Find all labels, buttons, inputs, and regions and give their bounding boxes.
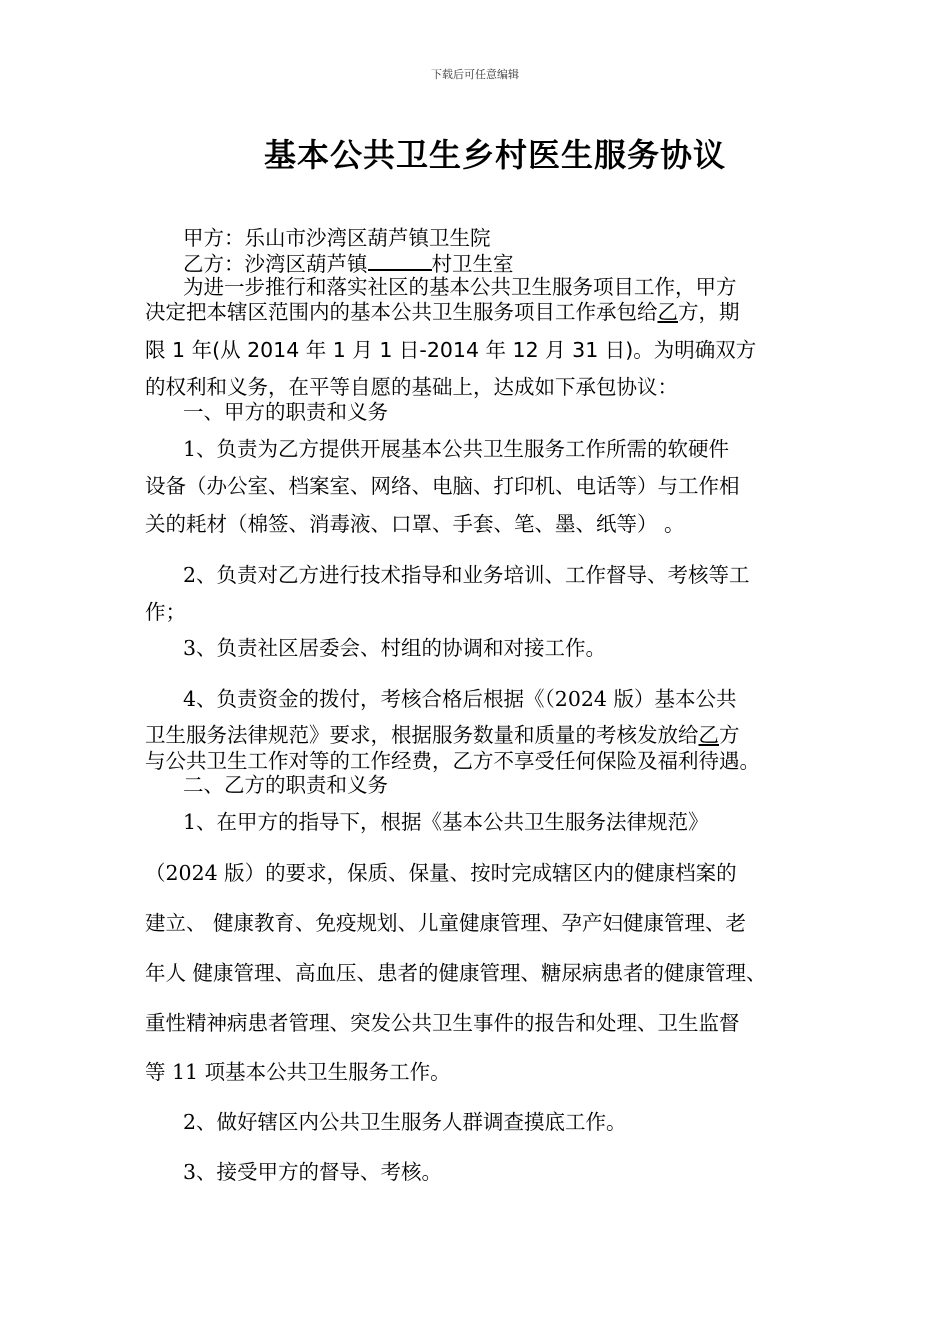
party-b-prefix: 沙湾区葫芦镇 — [244, 252, 368, 276]
section-1-item-2-line-2: 作； — [145, 600, 186, 624]
section-1-item-2-line-1: 2、负责对乙方进行技术指导和业务培训、工作督导、考核等工 — [183, 563, 750, 587]
section-2-item-2: 2、做好辖区内公共卫生服务人群调查摸底工作。 — [183, 1110, 627, 1134]
section-1-item-4-line-2-text: 卫生服务法律规范》要求，根据服务数量和质量的考核发放给 — [145, 723, 699, 747]
party-a-value: 乐山市沙湾区葫芦镇卫生院 — [244, 226, 491, 250]
section-2-item-1-line-2: （2024 版）的要求，保质、保量、按时完成辖区内的健康档案的 — [145, 861, 737, 885]
intro-line-4: 的权利和义务，在平等自愿的基础上，达成如下承包协议： — [145, 375, 678, 399]
section-1-item-4-line-2-underlined: 乙 — [698, 723, 719, 747]
intro-line-2 — [145, 300, 740, 324]
party-b-line — [183, 251, 514, 276]
intro-line-2-underlined: 乙 — [657, 300, 678, 324]
section-1-item-3: 3、负责社区居委会、村组的协调和对接工作。 — [183, 636, 607, 660]
section-2-item-1-line-5: 重性精神病患者管理、突发公共卫生事件的报告和处理、卫生监督 — [145, 1011, 740, 1035]
section-2-item-1-line-6: 等 11 项基本公共卫生服务工作。 — [145, 1060, 451, 1084]
village-name-blank — [368, 251, 432, 271]
document-title: 基本公共卫生乡村医生服务协议 — [263, 136, 726, 174]
section-2-item-1-line-3: 建立、 健康教育、免疫规划、儿童健康管理、孕产妇健康管理、老 — [145, 911, 747, 935]
section-1-item-4-line-2-end: 方 — [719, 723, 740, 747]
section-1-heading: 一、甲方的职责和义务 — [183, 400, 388, 424]
section-1-item-4-line-2 — [145, 723, 740, 747]
party-b-label: 乙方： — [183, 252, 245, 276]
section-1-item-4-line-3: 与公共卫生工作对等的工作经费，乙方不享受任何保险及福利待遇。 — [145, 749, 760, 773]
section-2-item-1-line-4: 年人 健康管理、高血压、患者的健康管理、糖尿病患者的健康管理、 — [145, 961, 767, 985]
intro-line-2-text: 决定把本辖区范围内的基本公共卫生服务项目工作承包给 — [145, 300, 658, 324]
party-b-suffix: 村卫生室 — [431, 252, 514, 276]
intro-line-3: 限 1 年(从 2014 年 1 月 1 日-2014 年 12 月 31 日)。为明确双方 — [145, 338, 757, 362]
section-1-item-4-line-1: 4、负责资金的拨付，考核合格后根据《（2024 版）基本公共 — [183, 687, 737, 711]
section-1-item-1-line-1: 1、负责为乙方提供开展基本公共卫生服务工作所需的软硬件 — [183, 437, 730, 461]
section-2-item-1-line-1: 1、在甲方的指导下，根据《基本公共卫生服务法律规范》 — [183, 810, 709, 834]
intro-line-1: 为进一步推行和落实社区的基本公共卫生服务项目工作，甲方 — [183, 275, 737, 299]
section-2-heading: 二、乙方的职责和义务 — [183, 773, 388, 797]
section-1-item-1-line-2: 设备（办公室、档案室、网络、电脑、打印机、电话等）与工作相 — [145, 474, 740, 498]
party-a-label: 甲方： — [183, 226, 245, 250]
intro-line-2-end: 方，期 — [678, 300, 740, 324]
section-2-item-3: 3、接受甲方的督导、考核。 — [183, 1160, 443, 1184]
party-a-line — [183, 226, 491, 250]
section-1-item-1-line-3: 关的耗材（棉签、消毒液、口罩、手套、笔、墨、纸等） 。 — [145, 512, 685, 536]
header-note: 下载后可任意编辑 — [431, 68, 519, 81]
